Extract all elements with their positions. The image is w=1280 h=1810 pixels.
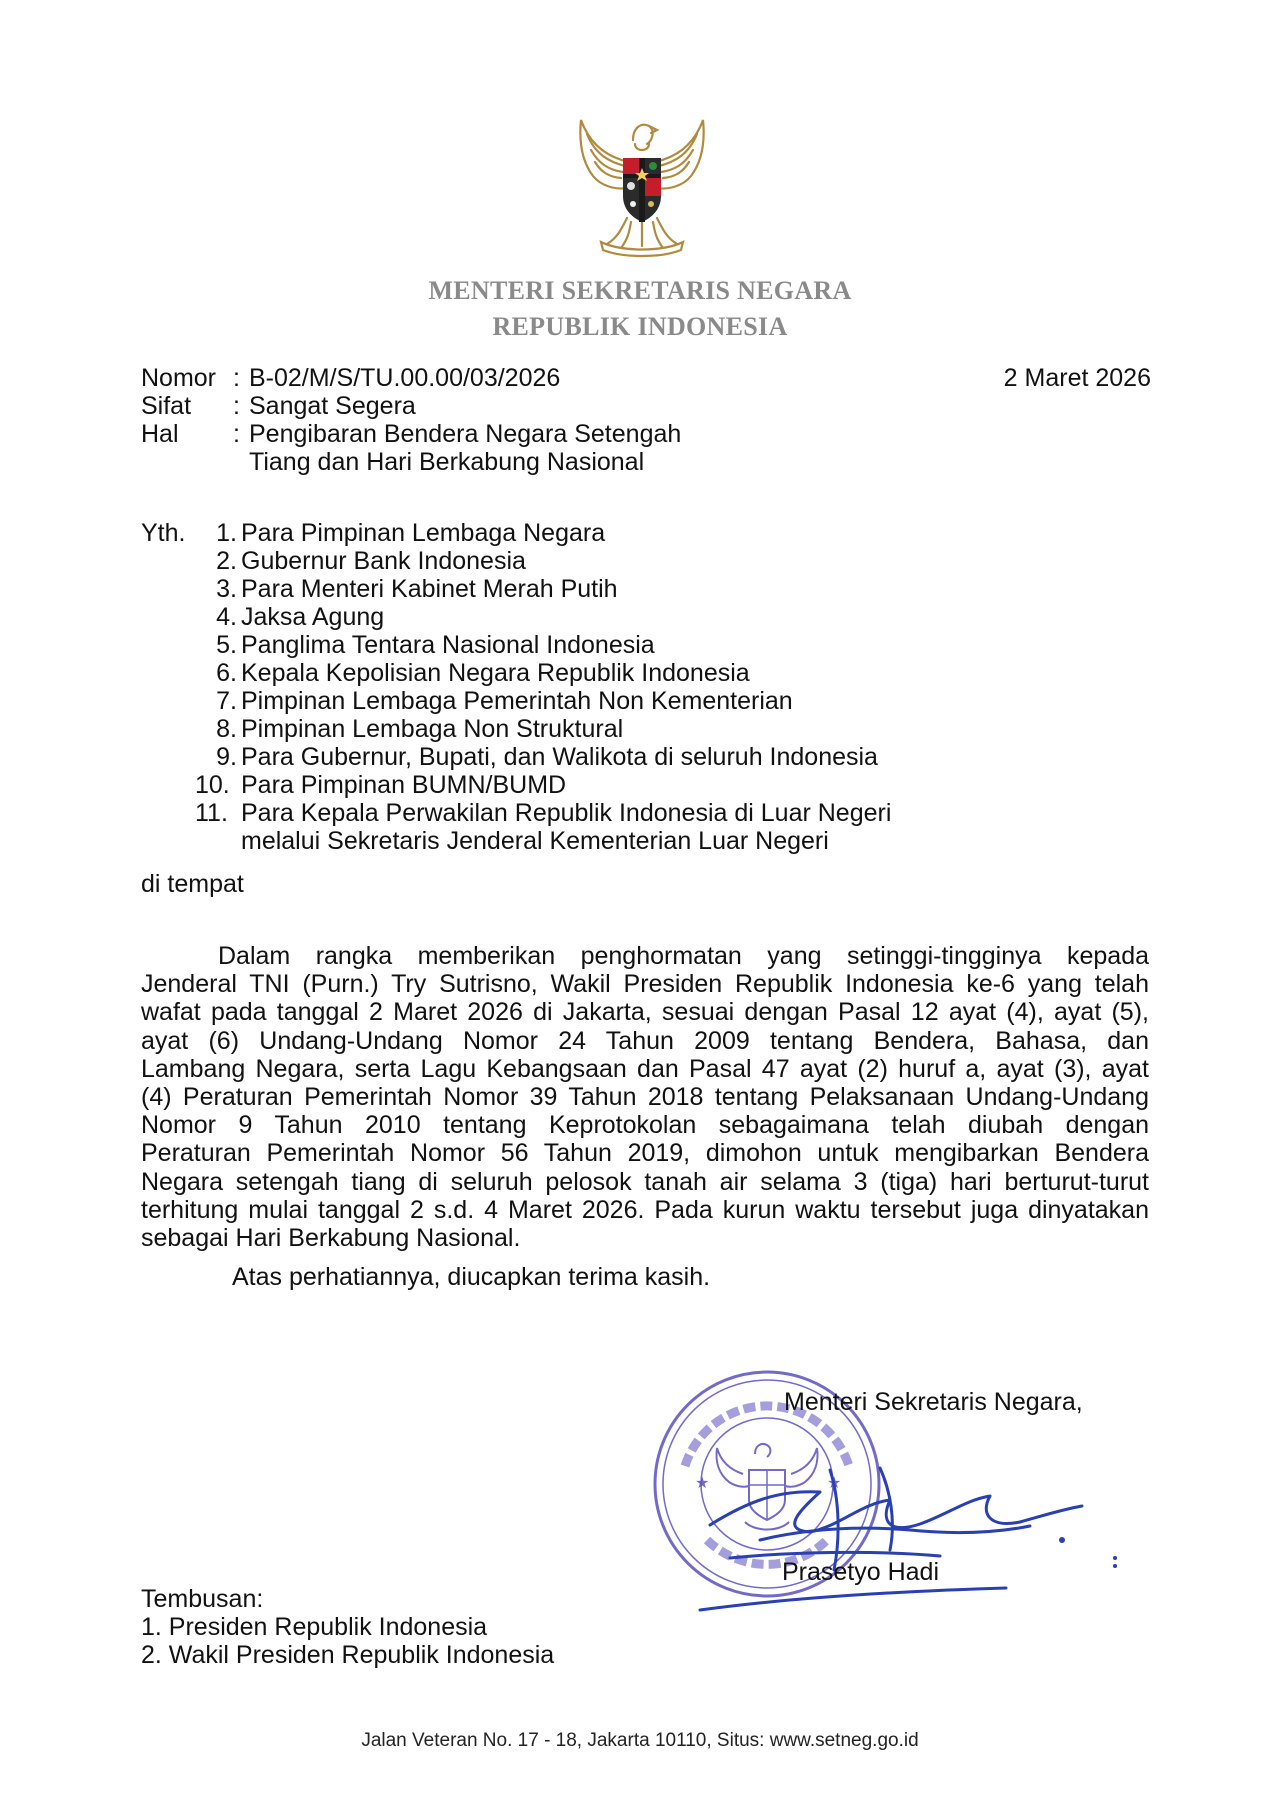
body-line: ayat (6) Undang-Undang Nomor 24 Tahun 2009 tentang Bendera, Bahasa, dan xyxy=(141,1026,1149,1055)
list-item xyxy=(195,687,995,715)
list-item-text: Pimpinan Lembaga Non Struktural xyxy=(241,715,624,743)
list-item-continuation: melalui Sekretaris Jenderal Kementerian Luar Negeri xyxy=(241,827,829,855)
addressee-label: Yth. xyxy=(141,519,186,547)
tembusan-block xyxy=(141,1585,554,1669)
signatory-title: Menteri Sekretaris Negara, xyxy=(784,1388,1083,1416)
list-item xyxy=(195,547,995,575)
letter-meta xyxy=(141,364,729,476)
list-item-number: 7. xyxy=(216,687,237,715)
svg-text:★: ★ xyxy=(827,1475,842,1492)
list-item xyxy=(195,519,995,547)
letterhead-title: MENTERI SEKRETARIS NEGARA xyxy=(428,276,852,305)
body-line: wafat pada tanggal 2 Maret 2026 di Jakarta, sesuai dengan Pasal 12 ayat (4), ayat (5), xyxy=(141,998,1149,1027)
list-item-number: 10. xyxy=(195,771,230,799)
list-item xyxy=(195,575,995,603)
closing-sentence: Atas perhatiannya, diucapkan terima kasih. xyxy=(232,1263,711,1291)
list-item-number: 2. xyxy=(216,547,237,575)
signatory-name: Prasetyo Hadi xyxy=(782,1558,940,1586)
list-item-number: 8. xyxy=(216,715,237,743)
body-line: (4) Peraturan Pemerintah Nomor 39 Tahun 2018 tentang Pelaksanaan Undang-Undang xyxy=(141,1082,1149,1111)
list-item-number: 5. xyxy=(216,631,237,659)
sifat-value: Sangat Segera xyxy=(249,392,416,420)
handwritten-signature xyxy=(690,1430,1120,1620)
list-item-number: 9. xyxy=(216,743,237,771)
tembusan-label: Tembusan: xyxy=(141,1585,264,1613)
addressee-place: di tempat xyxy=(141,870,244,898)
list-item-text: Para Kepala Perwakilan Republik Indonesia di Luar Negeri xyxy=(241,799,892,827)
body-line: Jenderal TNI (Purn.) Try Sutrisno, Wakil Presiden Republik Indonesia ke-6 yang telah xyxy=(141,970,1149,999)
garuda-emblem xyxy=(571,100,713,262)
meta-hal-row xyxy=(141,420,729,448)
hal-label: Hal xyxy=(141,420,179,448)
sifat-colon: : xyxy=(233,392,240,420)
meta-sifat-row xyxy=(141,392,729,420)
list-item-text: Para Gubernur, Bupati, dan Walikota di seluruh Indonesia xyxy=(241,743,878,771)
list-item-text: Para Pimpinan Lembaga Negara xyxy=(241,519,606,547)
list-item xyxy=(195,631,995,659)
body-line: Dalam rangka memberikan penghormatan yang setinggi-tingginya kepada xyxy=(218,942,1149,970)
list-item xyxy=(195,659,995,687)
list-item-number: 4. xyxy=(216,603,237,631)
list-item xyxy=(195,799,995,827)
list-item xyxy=(195,771,995,799)
letter-date: 2 Maret 2026 xyxy=(1003,364,1151,392)
body-line: Peraturan Pemerintah Nomor 56 Tahun 2019, dimohon untuk mengibarkan Bendera xyxy=(141,1139,1149,1168)
list-item-text: Gubernur Bank Indonesia xyxy=(241,547,526,575)
hal-value: Pengibaran Bendera Negara Setengah xyxy=(249,420,682,448)
body-line: Negara setengah tiang di seluruh pelosok tanah air selama 3 (tiga) hari berturut-turut xyxy=(141,1167,1149,1196)
list-item-text: Jaksa Agung xyxy=(241,603,385,631)
list-item-number: 1. xyxy=(216,519,237,547)
list-item-text: Pimpinan Lembaga Pemerintah Non Kementerian xyxy=(241,687,793,715)
list-item: 1. Presiden Republik Indonesia xyxy=(141,1613,488,1641)
body-line: Nomor 9 Tahun 2010 tentang Keprotokolan sebagaimana telah diubah dengan xyxy=(141,1111,1149,1140)
list-item-text: Para Menteri Kabinet Merah Putih xyxy=(241,575,618,603)
body-paragraph xyxy=(141,942,1149,1252)
body-line: Lambang Negara, serta Lagu Kebangsaan dan Pasal 47 ayat (2) huruf a, ayat (3), ayat xyxy=(141,1054,1149,1083)
hal-value-continued: Tiang dan Hari Berkabung Nasional xyxy=(249,448,645,476)
list-item xyxy=(195,743,995,771)
body-line: sebagai Hari Berkabung Nasional. xyxy=(141,1223,521,1252)
sifat-label: Sifat xyxy=(141,392,192,420)
nomor-colon: : xyxy=(233,364,240,392)
svg-text:★: ★ xyxy=(695,1475,710,1492)
hal-colon: : xyxy=(233,420,240,448)
list-item-number: 11. xyxy=(195,799,228,827)
list-item xyxy=(195,603,995,631)
body-line: terhitung mulai tanggal 2 s.d. 4 Maret 2026. Pada kurun waktu tersebut juga dinyatakan xyxy=(141,1195,1149,1224)
list-item-text: Para Pimpinan BUMN/BUMD xyxy=(241,771,567,799)
addressee-list xyxy=(195,519,995,855)
nomor-value: B-02/M/S/TU.00.00/03/2026 xyxy=(249,364,561,392)
letterhead-subtitle: REPUBLIK INDONESIA xyxy=(492,312,788,341)
footer-address: Jalan Veteran No. 17 - 18, Jakarta 10110, Situs: www.setneg.go.id xyxy=(361,1730,919,1751)
list-item-text: Kepala Kepolisian Negara Republik Indonesia xyxy=(241,659,750,687)
list-item: 2. Wakil Presiden Republik Indonesia xyxy=(141,1641,555,1669)
meta-nomor-row xyxy=(141,364,729,392)
list-item xyxy=(195,715,995,743)
list-item-number: 3. xyxy=(216,575,237,603)
list-item-number: 6. xyxy=(216,659,237,687)
nomor-label: Nomor xyxy=(141,364,217,392)
list-item-text: Panglima Tentara Nasional Indonesia xyxy=(241,631,655,659)
